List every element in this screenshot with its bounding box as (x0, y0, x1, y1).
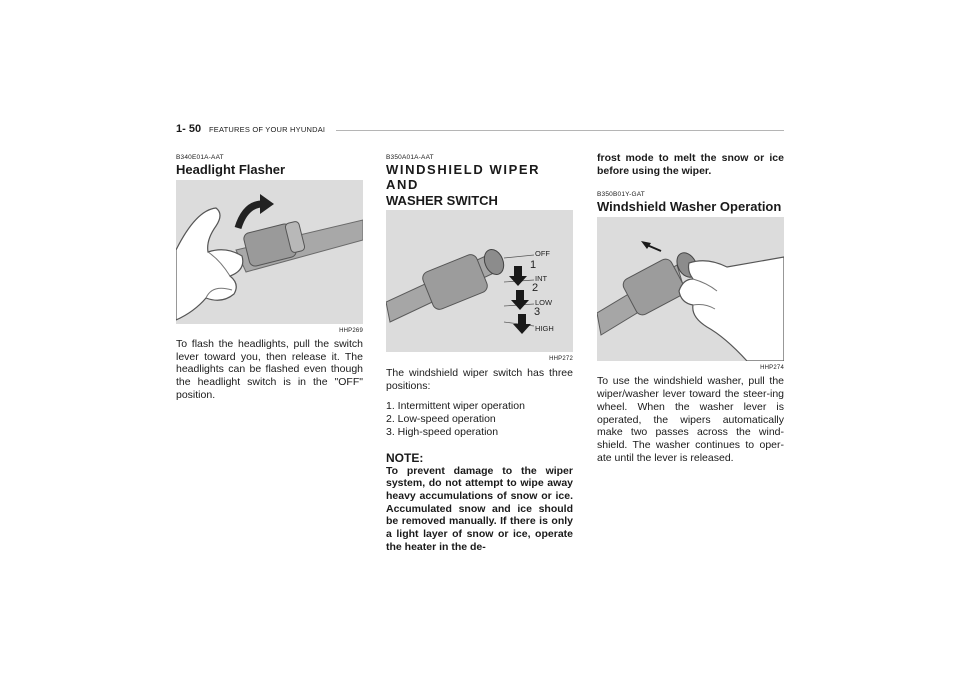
section-title-washer: Windshield Washer Operation (597, 199, 782, 215)
section-title-headlight-flasher: Headlight Flasher (176, 162, 286, 177)
section-code: B350A01A-AAT (386, 154, 434, 161)
label-low: LOW (535, 298, 553, 307)
section-code: B350B01Y-GAT (597, 191, 645, 199)
label-int: INT (535, 274, 548, 283)
section-code: B340E01A-AAT (176, 154, 224, 161)
figure-code: HHP269 (339, 328, 363, 334)
label-high: HIGH (535, 324, 554, 333)
section-title: FEATURES OF YOUR HYUNDAI (209, 125, 326, 134)
column-headlight-flasher (176, 154, 363, 402)
page-number: 1- 50 (176, 123, 202, 135)
wiper-switch-illustration (386, 210, 573, 352)
note-heading: NOTE: (386, 450, 424, 465)
figure-code: HHP272 (549, 356, 573, 362)
page-header (176, 123, 784, 137)
washer-operation-illustration (597, 217, 784, 361)
list-item: 3. High-speed operation (386, 425, 499, 438)
figure-code: HHP274 (760, 365, 784, 372)
number-2: 2 (532, 282, 539, 294)
body-text: To flash the headlights, pull the switch lever toward you, then release it. The headlights can be flashed even though the headlight switch is in the "OFF" position. (176, 338, 363, 401)
figure-headlight-flasher (176, 180, 363, 324)
positions-list (386, 400, 573, 438)
section-title-wiper-line1: WINDSHIELD WIPER AND (386, 162, 541, 192)
list-item: 1. Intermittent wiper operation (386, 400, 525, 413)
list-item: 2. Low-speed operation (386, 413, 496, 426)
figure-washer-operation (597, 217, 784, 361)
figure-wiper-switch (386, 210, 573, 352)
continuation-text: frost mode to melt the snow or ice before using the wiper. (597, 152, 784, 177)
number-3: 3 (534, 306, 541, 318)
section-title-wiper-line2: WASHER SWITCH (386, 193, 498, 208)
headlight-flasher-illustration (176, 180, 363, 324)
column-washer-operation (597, 152, 784, 464)
intro-text: The windshield wiper switch has three positions: (386, 367, 573, 392)
header-rule (336, 130, 784, 131)
body-text: To use the windshield washer, pull the wiper/washer lever toward the steer-ing wheel. When the washer lever is operated, the wipers automatically make two passes across the wind-shield. The washer continues to oper-ate until the lever is released. (597, 375, 784, 464)
column-wiper-switch (386, 154, 573, 553)
note-text: To prevent damage to the wiper system, do not attempt to wipe away heavy accumulations of snow or ice. Accumulated snow and ice should be removed manually. If there is only a light layer of snow or ice, operate the heater in the de- (386, 464, 573, 553)
number-1: 1 (530, 259, 537, 271)
label-off: OFF (535, 249, 550, 258)
